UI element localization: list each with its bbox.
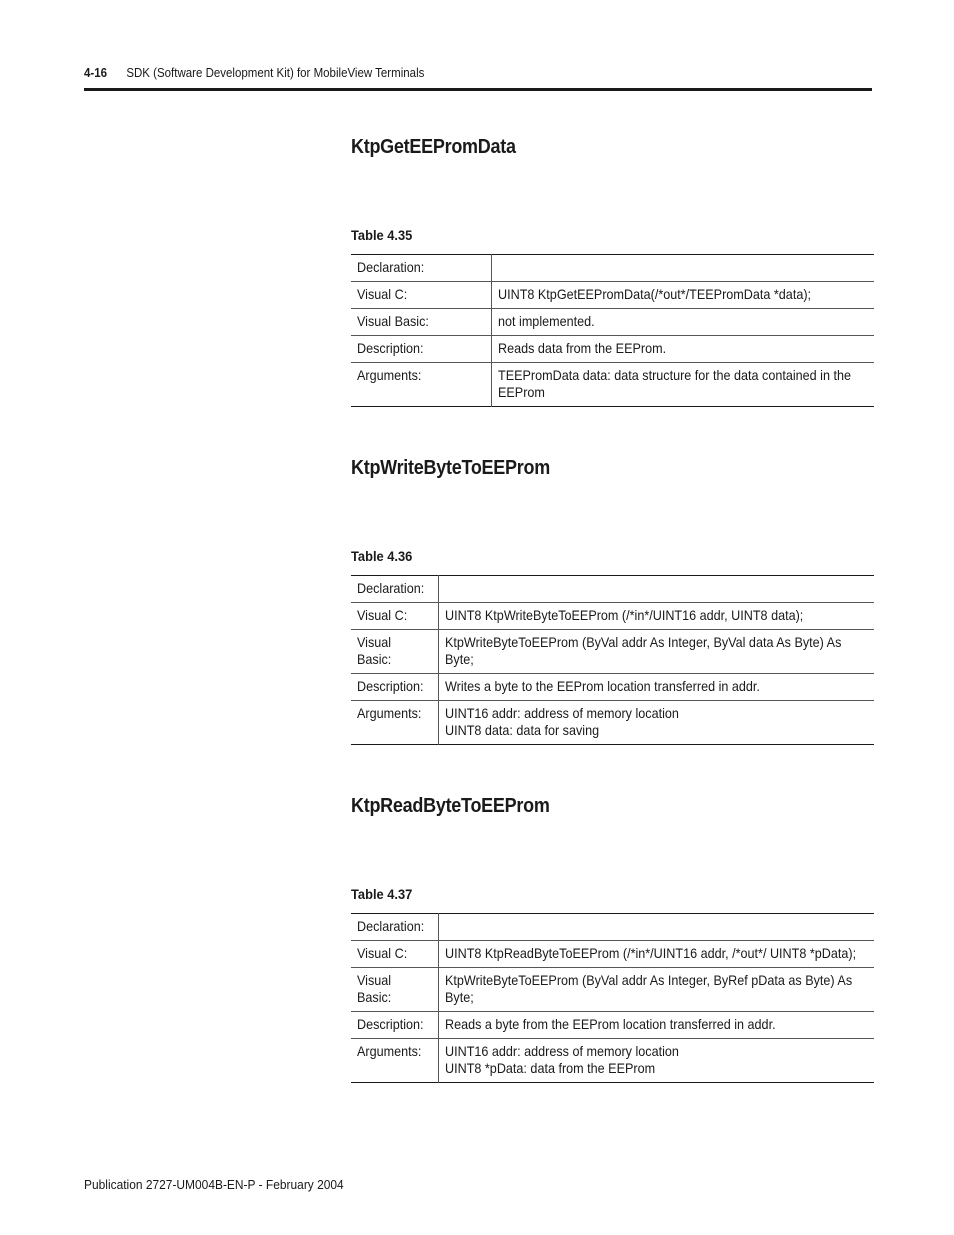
row-value [438, 914, 874, 941]
table-caption: Table 4.35 [351, 227, 413, 243]
row-value: UINT8 KtpReadByteToEEProm (/*in*/UINT16 addr, /*out*/ UINT8 *pData); [438, 941, 874, 968]
row-label: Declaration: [351, 255, 491, 282]
row-value: UINT16 addr: address of memory location UINT8 data: data for saving [438, 701, 874, 745]
row-value: TEEPromData data: data structure for the data contained in the EEProm [491, 363, 874, 407]
table-row [351, 1039, 874, 1083]
spec-table [351, 254, 874, 407]
row-label: Description: [351, 336, 491, 363]
row-label: Arguments: [351, 363, 491, 407]
table-row [351, 576, 874, 603]
row-label: Visual Basic: [351, 968, 438, 1012]
row-value [438, 576, 874, 603]
table-row [351, 701, 874, 745]
table-row [351, 968, 874, 1012]
row-label: Description: [351, 674, 438, 701]
section-heading: KtpWriteByteToEEProm [351, 457, 550, 479]
row-value: Reads a byte from the EEProm location transferred in addr. [438, 1012, 874, 1039]
section-heading: KtpGetEEPromData [351, 136, 516, 158]
page-number: 4-16 [84, 66, 108, 80]
table-row [351, 914, 874, 941]
row-value: Reads data from the EEProm. [491, 336, 874, 363]
table-caption: Table 4.37 [351, 886, 413, 902]
table-row [351, 363, 874, 407]
table-row [351, 336, 874, 363]
row-value: UINT8 KtpGetEEPromData(/*out*/TEEPromData *data); [491, 282, 874, 309]
row-value [491, 255, 874, 282]
page-header [84, 66, 809, 88]
table-row [351, 941, 874, 968]
table-row [351, 1012, 874, 1039]
row-label: Visual C: [351, 282, 491, 309]
spec-table [351, 575, 874, 745]
row-label: Declaration: [351, 576, 438, 603]
row-label: Visual C: [351, 941, 438, 968]
row-label: Description: [351, 1012, 438, 1039]
document-title: SDK (Software Development Kit) for MobileView Terminals [126, 66, 425, 80]
row-label: Declaration: [351, 914, 438, 941]
row-value: Writes a byte to the EEProm location transferred in addr. [438, 674, 874, 701]
table-row [351, 603, 874, 630]
row-label: Arguments: [351, 1039, 438, 1083]
row-label: Visual Basic: [351, 630, 438, 674]
section-ktpreadbytetoeeprom [351, 795, 874, 1076]
section-ktpgeteepromdata [351, 136, 874, 400]
section-ktpwritebytetoeeprom [351, 457, 874, 738]
row-value: KtpWriteByteToEEProm (ByVal addr As Integer, ByVal data As Byte) As Byte; [438, 630, 874, 674]
table-row [351, 630, 874, 674]
table-caption: Table 4.36 [351, 548, 413, 564]
header-rule [84, 88, 872, 91]
row-value: UINT8 KtpWriteByteToEEProm (/*in*/UINT16 addr, UINT8 data); [438, 603, 874, 630]
row-label: Arguments: [351, 701, 438, 745]
row-value: KtpWriteByteToEEProm (ByVal addr As Integer, ByRef pData as Byte) As Byte; [438, 968, 874, 1012]
section-heading: KtpReadByteToEEProm [351, 795, 550, 817]
row-label: Visual C: [351, 603, 438, 630]
row-label: Visual Basic: [351, 309, 491, 336]
page-footer: Publication 2727-UM004B-EN-P - February 2004 [84, 1177, 344, 1192]
spec-table [351, 913, 874, 1083]
table-row [351, 309, 874, 336]
table-row [351, 674, 874, 701]
table-row [351, 282, 874, 309]
table-row [351, 255, 874, 282]
row-value: UINT16 addr: address of memory location UINT8 *pData: data from the EEProm [438, 1039, 874, 1083]
row-value: not implemented. [491, 309, 874, 336]
